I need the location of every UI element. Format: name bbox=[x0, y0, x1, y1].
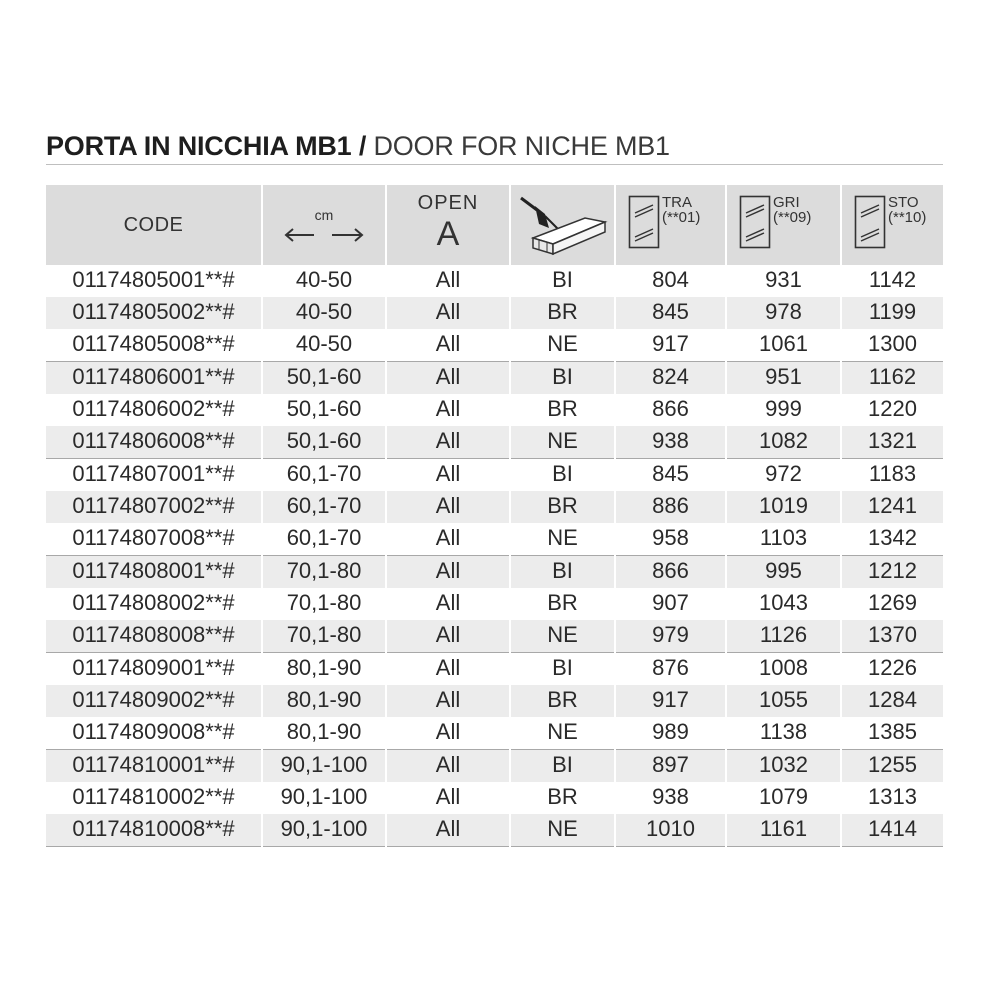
cell-open: All bbox=[386, 685, 510, 717]
cell-price-sto: 1370 bbox=[841, 620, 943, 653]
cell-code: 01174809008**# bbox=[46, 717, 262, 750]
cell-size: 90,1-100 bbox=[262, 750, 386, 783]
cell-size: 50,1-60 bbox=[262, 426, 386, 459]
cell-price-gri: 1161 bbox=[726, 814, 841, 847]
cell-open: All bbox=[386, 620, 510, 653]
cell-finish: NE bbox=[510, 523, 615, 556]
cell-finish: BI bbox=[510, 362, 615, 395]
cell-price-gri: 972 bbox=[726, 459, 841, 492]
cell-price-tra: 1010 bbox=[615, 814, 726, 847]
cell-price-sto: 1241 bbox=[841, 491, 943, 523]
cell-code: 01174805001**# bbox=[72, 267, 235, 292]
cell-price-tra: 876 bbox=[615, 653, 726, 686]
cell-open: All bbox=[386, 394, 510, 426]
glass-tra-name: TRA bbox=[662, 194, 692, 211]
cell-price-tra: 804 bbox=[615, 265, 726, 297]
glass-gri-name: GRI bbox=[773, 194, 800, 211]
header-code bbox=[46, 185, 262, 265]
title-italian: PORTA IN NICCHIA MB1 bbox=[46, 131, 352, 161]
cell-code: 01174809001**# bbox=[72, 655, 235, 680]
cell-open: All bbox=[386, 265, 510, 297]
cell-price-tra: 845 bbox=[615, 459, 726, 492]
cell-price-gri: 995 bbox=[726, 556, 841, 589]
cell-price-gri: 1043 bbox=[726, 588, 841, 620]
cell-size: 70,1-80 bbox=[262, 588, 386, 620]
header-glass-tra bbox=[615, 185, 726, 265]
paint-brush-profile-icon bbox=[515, 188, 610, 258]
cell-open: All bbox=[386, 362, 510, 395]
header-glass-gri bbox=[726, 185, 841, 265]
cell-price-gri: 978 bbox=[726, 297, 841, 329]
cell-price-gri: 1126 bbox=[726, 620, 841, 653]
cell-finish: BR bbox=[510, 491, 615, 523]
header-size bbox=[262, 185, 386, 265]
cell-open: All bbox=[386, 297, 510, 329]
cell-price-sto: 1183 bbox=[841, 459, 943, 492]
cell-price-tra: 886 bbox=[615, 491, 726, 523]
cell-price-tra: 989 bbox=[615, 717, 726, 750]
cell-price-gri: 951 bbox=[726, 362, 841, 395]
table-row bbox=[46, 362, 943, 395]
cell-price-sto: 1342 bbox=[841, 523, 943, 556]
table-row bbox=[46, 717, 943, 750]
glass-panel-icon bbox=[854, 195, 886, 249]
cell-code: 01174806008**# bbox=[46, 426, 262, 459]
cell-open: All bbox=[386, 523, 510, 556]
cell-finish: BR bbox=[510, 685, 615, 717]
table-row bbox=[46, 426, 943, 459]
cell-open: All bbox=[386, 653, 510, 686]
header-glass-sto bbox=[841, 185, 943, 265]
cell-open: All bbox=[386, 717, 510, 750]
header-cm-label: cm bbox=[314, 207, 334, 223]
title-english: DOOR FOR NICHE MB1 bbox=[373, 131, 670, 161]
cell-price-tra: 938 bbox=[615, 426, 726, 459]
glass-panel-icon bbox=[628, 195, 660, 249]
header-code-label: CODE bbox=[123, 213, 184, 236]
cell-finish: BI bbox=[510, 556, 615, 589]
cell-finish: BI bbox=[510, 653, 615, 686]
cell-size: 80,1-90 bbox=[262, 653, 386, 686]
cell-price-gri: 1138 bbox=[726, 717, 841, 750]
glass-sto-code: (**10) bbox=[888, 209, 927, 226]
cell-code: 01174810008**# bbox=[46, 814, 262, 847]
cell-code: 01174807008**# bbox=[46, 523, 262, 556]
table-row bbox=[46, 750, 943, 783]
cell-open: All bbox=[386, 556, 510, 589]
cell-code: 01174806001**# bbox=[46, 362, 262, 395]
cell-price-tra: 845 bbox=[615, 297, 726, 329]
cell-code: 01174807001**# bbox=[72, 461, 235, 486]
cell-finish: BI bbox=[510, 459, 615, 492]
cell-price-tra: 958 bbox=[615, 523, 726, 556]
table-row bbox=[46, 329, 943, 362]
cell-price-sto: 1199 bbox=[841, 297, 943, 329]
table-row bbox=[46, 814, 943, 847]
table-row bbox=[46, 491, 943, 523]
header-open-type: A bbox=[436, 215, 460, 253]
title-separator: / bbox=[358, 131, 367, 161]
cell-size: 50,1-60 bbox=[262, 362, 386, 395]
cell-size: 70,1-80 bbox=[262, 620, 386, 653]
cell-price-gri: 1008 bbox=[726, 653, 841, 686]
glass-panel-icon bbox=[739, 195, 771, 249]
cell-price-tra: 824 bbox=[615, 362, 726, 395]
cell-finish: NE bbox=[510, 717, 615, 750]
cell-code: 01174808002**# bbox=[72, 590, 235, 615]
cell-open: All bbox=[386, 750, 510, 783]
cell-code: 01174807002**# bbox=[46, 491, 262, 523]
cell-price-sto: 1385 bbox=[841, 717, 943, 750]
cell-price-gri: 1019 bbox=[726, 491, 841, 523]
cell-finish: BI bbox=[510, 750, 615, 783]
cell-price-tra: 938 bbox=[615, 782, 726, 814]
cell-size: 90,1-100 bbox=[262, 782, 386, 814]
cell-price-gri: 931 bbox=[726, 265, 841, 297]
cell-price-sto: 1226 bbox=[841, 653, 943, 686]
cell-price-tra: 866 bbox=[615, 556, 726, 589]
cell-price-sto: 1414 bbox=[841, 814, 943, 847]
glass-tra-code: (**01) bbox=[662, 209, 701, 226]
title-divider bbox=[46, 164, 943, 165]
cell-size: 80,1-90 bbox=[262, 685, 386, 717]
cell-size: 70,1-80 bbox=[262, 556, 386, 589]
cell-finish: BR bbox=[510, 782, 615, 814]
product-table bbox=[46, 185, 943, 847]
cell-open: All bbox=[386, 782, 510, 814]
double-arrow-icon bbox=[284, 227, 364, 243]
table-row bbox=[46, 782, 943, 814]
cell-size: 60,1-70 bbox=[262, 491, 386, 523]
cell-size: 90,1-100 bbox=[262, 814, 386, 847]
cell-size: 40-50 bbox=[262, 297, 386, 329]
cell-code: 01174809002**# bbox=[46, 685, 262, 717]
cell-open: All bbox=[386, 491, 510, 523]
table-header-row bbox=[46, 185, 943, 265]
cell-finish: NE bbox=[510, 814, 615, 847]
cell-price-tra: 866 bbox=[615, 394, 726, 426]
cell-open: All bbox=[386, 459, 510, 492]
table-row bbox=[46, 685, 943, 717]
cell-size: 40-50 bbox=[262, 265, 386, 297]
cell-price-sto: 1162 bbox=[841, 362, 943, 395]
cell-price-sto: 1142 bbox=[841, 265, 943, 297]
cell-finish: BR bbox=[510, 297, 615, 329]
cell-size: 60,1-70 bbox=[262, 459, 386, 492]
cell-price-tra: 907 bbox=[615, 588, 726, 620]
cell-finish: BR bbox=[510, 394, 615, 426]
cell-size: 40-50 bbox=[262, 329, 386, 362]
cell-price-gri: 1079 bbox=[726, 782, 841, 814]
cell-price-tra: 917 bbox=[615, 329, 726, 362]
cell-price-gri: 1032 bbox=[726, 750, 841, 783]
cell-price-gri: 999 bbox=[726, 394, 841, 426]
cell-finish: BR bbox=[510, 588, 615, 620]
cell-open: All bbox=[386, 814, 510, 847]
table-row bbox=[46, 394, 943, 426]
cell-size: 60,1-70 bbox=[262, 523, 386, 556]
table-row bbox=[46, 620, 943, 653]
cell-code: 01174808001**# bbox=[46, 556, 262, 589]
cell-price-sto: 1269 bbox=[841, 588, 943, 620]
cell-price-gri: 1055 bbox=[726, 685, 841, 717]
cell-price-gri: 1061 bbox=[726, 329, 841, 362]
cell-price-sto: 1300 bbox=[841, 329, 943, 362]
cell-code: 01174805008**# bbox=[46, 329, 262, 362]
cell-price-sto: 1255 bbox=[841, 750, 943, 783]
cell-price-sto: 1284 bbox=[841, 685, 943, 717]
cell-price-tra: 897 bbox=[615, 750, 726, 783]
cell-code: 01174810001**# bbox=[46, 750, 262, 783]
table-row bbox=[46, 653, 943, 686]
table-row bbox=[46, 297, 943, 329]
cell-price-sto: 1313 bbox=[841, 782, 943, 814]
cell-finish: NE bbox=[510, 620, 615, 653]
table-row bbox=[46, 265, 943, 297]
cell-code: 01174808008**# bbox=[46, 620, 262, 653]
cell-code: 01174806002**# bbox=[72, 396, 235, 421]
glass-gri-code: (**09) bbox=[773, 209, 812, 226]
cell-code: 01174810002**# bbox=[72, 784, 235, 809]
table-row bbox=[46, 459, 943, 492]
header-open-label: OPEN bbox=[417, 192, 479, 214]
cell-price-tra: 917 bbox=[615, 685, 726, 717]
table-row bbox=[46, 556, 943, 589]
header-finish bbox=[510, 185, 615, 265]
cell-code: 01174805002**# bbox=[46, 297, 262, 329]
glass-sto-name: STO bbox=[888, 194, 919, 211]
cell-price-sto: 1321 bbox=[841, 426, 943, 459]
cell-size: 50,1-60 bbox=[262, 394, 386, 426]
cell-price-sto: 1220 bbox=[841, 394, 943, 426]
cell-price-tra: 979 bbox=[615, 620, 726, 653]
cell-price-gri: 1082 bbox=[726, 426, 841, 459]
cell-price-sto: 1212 bbox=[841, 556, 943, 589]
cell-finish: NE bbox=[510, 329, 615, 362]
cell-open: All bbox=[386, 588, 510, 620]
table-row bbox=[46, 523, 943, 556]
header-open bbox=[386, 185, 510, 265]
cell-size: 80,1-90 bbox=[262, 717, 386, 750]
cell-open: All bbox=[386, 329, 510, 362]
table-row bbox=[46, 588, 943, 620]
page-title bbox=[46, 131, 670, 162]
cell-price-gri: 1103 bbox=[726, 523, 841, 556]
cell-finish: BI bbox=[510, 265, 615, 297]
cell-finish: NE bbox=[510, 426, 615, 459]
cell-open: All bbox=[386, 426, 510, 459]
